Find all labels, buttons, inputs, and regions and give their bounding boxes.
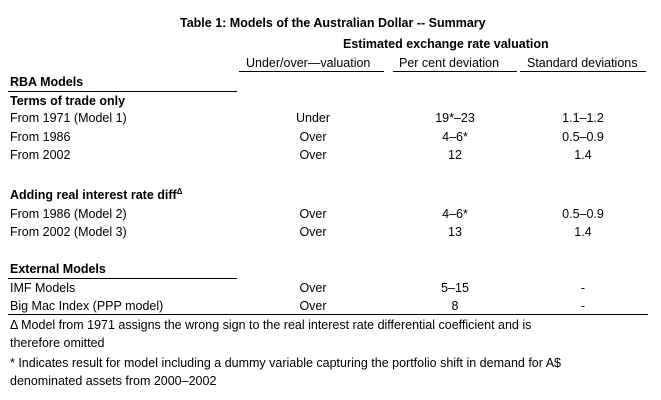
row-percent: 19*–23 — [435, 111, 475, 125]
row-valuation: Over — [299, 225, 327, 239]
table-bottom-rule — [8, 314, 648, 315]
row-valuation: Over — [299, 207, 327, 221]
row-sd: 0.5–0.9 — [562, 207, 604, 221]
row-sd: 1.4 — [574, 225, 592, 239]
row-label: IMF Models — [10, 281, 76, 295]
row-sd: - — [580, 299, 586, 313]
subsection-heading-rid: Adding real interest rate diff$^\Delta$ — [10, 186, 183, 202]
subsection-heading-tot: Terms of trade only — [10, 94, 126, 108]
header-col-sd: Standard deviations — [527, 56, 638, 70]
footnote-line: therefore omitted — [10, 336, 105, 350]
section-heading-rba: RBA Models — [10, 75, 84, 89]
delta-superscript: Δ — [176, 186, 183, 196]
row-sd: 1.1–1.2 — [562, 111, 604, 125]
row-percent: 12 — [448, 148, 462, 162]
row-percent: 4–6* — [442, 130, 468, 144]
footnote-line: Δ Model from 1971 assigns the wrong sign to the real interest rate differential coefficient and is — [10, 318, 532, 332]
header-rule — [520, 71, 646, 72]
row-valuation: Over — [299, 148, 327, 162]
row-label: From 2002 — [10, 148, 71, 162]
table-title: Table 1: Models of the Australian Dollar -- Summary — [180, 16, 486, 30]
section-heading-external: External Models — [10, 262, 106, 276]
header-col-percent: Per cent deviation — [399, 56, 500, 70]
row-percent: 4–6* — [442, 207, 468, 221]
row-sd: 0.5–0.9 — [562, 130, 604, 144]
section-rule — [8, 278, 237, 279]
row-label: From 1986 (Model 2) — [10, 207, 127, 221]
footnote-line: * Indicates result for model including a dummy variable capturing the portfolio shift in demand for A$ — [10, 356, 561, 370]
header-col-valuation: Under/over—valuation — [246, 56, 371, 70]
row-sd: 1.4 — [574, 148, 592, 162]
row-label: From 1986 — [10, 130, 71, 144]
header-rule — [393, 71, 517, 72]
row-percent: 13 — [448, 225, 462, 239]
row-valuation: Under — [295, 111, 331, 125]
row-valuation: Over — [299, 281, 327, 295]
row-sd: - — [580, 281, 586, 295]
row-percent: 5–15 — [441, 281, 469, 295]
header-group: Estimated exchange rate valuation — [343, 37, 549, 51]
row-valuation: Over — [299, 130, 327, 144]
row-valuation: Over — [299, 299, 327, 313]
row-label: From 2002 (Model 3) — [10, 225, 127, 239]
footnote-line: denominated assets from 2000–2002 — [10, 374, 217, 388]
row-label: From 1971 (Model 1) — [10, 111, 127, 125]
header-rule — [239, 71, 384, 72]
row-label: Big Mac Index (PPP model) — [10, 299, 164, 313]
section-rule — [8, 91, 237, 92]
row-percent: 8 — [451, 299, 459, 313]
